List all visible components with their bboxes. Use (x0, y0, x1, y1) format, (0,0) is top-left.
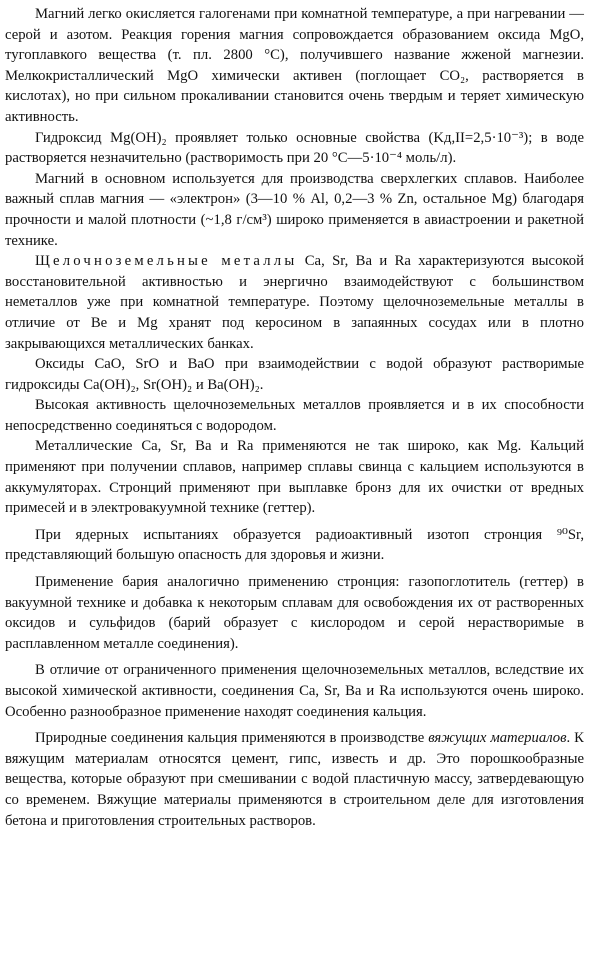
paragraph-text: . К вяжущим материалам относятся цемент, гипс, известь и др. Это порошкообразные вещества, которые образуют при смешивании с водой пластичную массу, затвердевающую со временем. Вяжущие материалы применяются в строительном деле для изготовления бетона и приготовления строительных растворов. (5, 730, 584, 829)
italic-term: вяжущих материалов (428, 730, 567, 747)
paragraph-binding-materials (5, 728, 584, 831)
paragraph-magnesium-alloys: Магний в основном используется для производства сверхлегких сплавов. Наиболее важный сплав магния — «электрон» (3—10 % Al, 0,2—3 % Zn, остальное Mg) благодаря прочности и малой плотности (~1,8 г/см³) широко применяется в авиастроении и ракетной технике. (5, 170, 584, 249)
paragraph-compounds-usage: В отличие от ограниченного применения щелочноземельных металлов, вследствие их высокой химической активности, соединения Ca, Sr, Ba и Ra используются очень широко. Особенно разнообразное применение находят соединения кальция. (5, 662, 584, 720)
paragraph-barium-applications: Применение бария аналогично применению стронция: газопоглотитель (геттер) в вакуумной технике и добавка к некоторым сплавам для освобождения их от растворенных оксидов и сульфидов (барий образует с кислородом и серой нерастворимые в расплавленном металле соединения). (5, 574, 584, 652)
paragraph-magnesium-hydroxide: Гидроксид Mg(OH)₂ проявляет только основные свойства (Kд,II=2,5·10⁻³); в воде растворяется незначительно (растворимость при 20 °C—5·10⁻⁴ моль/л). (5, 129, 584, 167)
paragraph-text: Природные соединения кальция применяются в производстве (35, 730, 429, 747)
paragraph-text: Ca, Sr, Ba и Ra характеризуются высокой восстановительной активностью и энергично взаимодействуют с большинством неметаллов уже при комнатной температуре. Поэтому щелочноземельные металлы в отличие от Be и Mg хранят под керосином в запаянных сосудах или в плотно закрывающихся металлических банках. (5, 253, 584, 352)
paragraph-alkaline-earth-metals (5, 251, 584, 354)
paragraph-metal-applications: Металлические Ca, Sr, Ba и Ra применяются не так широко, как Mg. Кальций применяют при получении сплавов, например сплавы свинца с кальцием используются в аккумуляторах. Стронций применяют при выплавке бронз для их очистки от вредных примесей и в электровакуумной технике (геттер). (5, 438, 584, 517)
spaced-term: Щелочноземельные металлы (35, 253, 298, 270)
paragraph-hydrogen-reactivity: Высокая активность щелочноземельных металлов проявляется и в их способности непосредственно соединяться с водородом. (5, 397, 584, 434)
paragraph-oxides: Оксиды CaO, SrO и BaO при взаимодействии с водой образуют растворимые гидроксиды Ca(OH)₂, Sr(OH)₂ и Ba(OH)₂. (5, 356, 584, 393)
paragraph-magnesium-oxidation: Магний легко окисляется галогенами при комнатной температуре, а при нагревании — серой и азотом. Реакция горения магния сопровождается образованием оксида MgO, тугоплавкого вещества (т. пл. 2800 °C), получившего название жженой магнезии. Мелкокристаллический MgO химически активен (поглощает CO₂, растворяется в кислотах), но при сильном прокаливании становится очень твердым и теряет химическую активность. (5, 6, 584, 125)
paragraph-strontium-isotope: При ядерных испытаниях образуется радиоактивный изотоп стронция ⁹⁰Sr, представляющий большую опасность для здоровья и жизни. (5, 526, 584, 564)
